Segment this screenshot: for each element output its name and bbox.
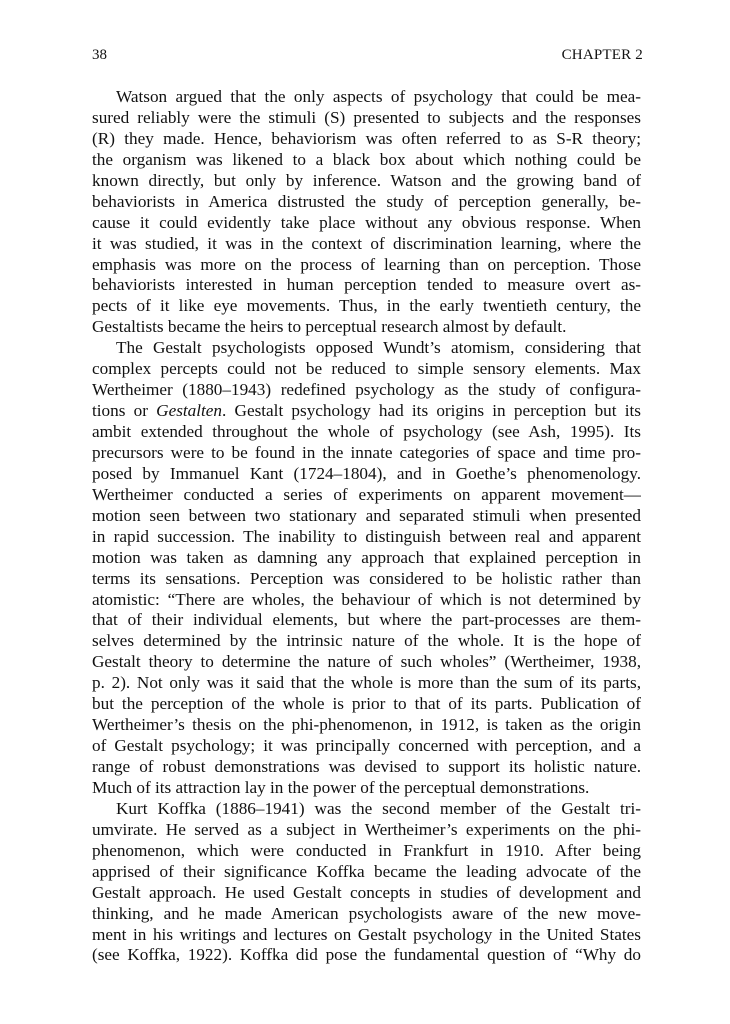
text-line: Wertheimer conducted a series of experiments on apparent movement—	[92, 484, 641, 504]
text-line-with-italic	[92, 401, 641, 422]
text-line: behaviorists interested in human perception tended to measure overt as-	[92, 275, 641, 295]
text-line: known directly, but only by inference. Watson and the growing band of	[92, 170, 641, 190]
text-line: pects of it like eye movements. Thus, in the early twentieth century, the	[92, 296, 641, 316]
text-line: it was studied, it was in the context of discrimination learning, where the	[92, 233, 641, 253]
text-line: Much of its attraction lay in the power of the perceptual demonstrations.	[92, 777, 590, 797]
text-line: the organism was likened to a black box about which nothing could be	[92, 149, 641, 169]
text-line: Wertheimer (1880–1943) redefined psychology as the study of configura-	[92, 380, 641, 400]
text-line: The Gestalt psychologists opposed Wundt’s atomism, considering that	[116, 338, 641, 358]
running-head: CHAPTER 2	[561, 47, 643, 63]
text-line: of Gestalt psychology; it was principally concerned with perception, and a	[92, 736, 641, 756]
text-line: (see Koffka, 1922). Koffka did pose the fundamental question of “Why do	[92, 945, 641, 965]
text-line: Watson argued that the only aspects of psychology that could be mea-	[116, 87, 641, 106]
text-line: range of robust demonstrations was devised to support its holistic nature.	[92, 757, 641, 776]
text-line: motion seen between two stationary and separated stimuli when presented	[92, 505, 641, 525]
text-line: but the perception of the whole is prior to that of its parts. Publication of	[92, 694, 641, 714]
body-text	[92, 87, 641, 966]
text-segment: tions or	[92, 401, 157, 421]
text-line: Wertheimer’s thesis on the phi-phenomenon, in 1912, is taken as the origin	[92, 715, 641, 735]
text-line: atomistic: “There are wholes, the behaviour of which is not determined by	[92, 589, 641, 609]
text-line: posed by Immanuel Kant (1724–1804), and in Goethe’s phenomenology.	[92, 463, 641, 483]
text-line: cause it could evidently take place without any obvious response. When	[92, 212, 641, 232]
page-header	[92, 47, 643, 69]
text-segment: . Gestalt psychology had its origins in perception but its	[222, 401, 641, 421]
text-line: in rapid succession. The inability to distinguish between real and apparent	[92, 526, 641, 546]
text-line: umvirate. He served as a subject in Wertheimer’s experiments on the phi-	[92, 819, 641, 839]
text-line: ment in his writings and lectures on Gestalt psychology in the United States	[92, 924, 641, 944]
page-number: 38	[92, 47, 107, 63]
text-line: (R) they made. Hence, behaviorism was often referred to as S-R theory;	[92, 128, 641, 148]
text-line: selves determined by the intrinsic nature of the whole. It is the hope of	[92, 631, 641, 651]
text-line: phenomenon, which were conducted in Frankfurt in 1910. After being	[92, 840, 641, 860]
text-line: Kurt Koffka (1886–1941) was the second member of the Gestalt tri-	[116, 798, 641, 818]
italic-term: Gestalten	[156, 401, 223, 421]
text-line: sured reliably were the stimuli (S) presented to subjects and the responses	[92, 107, 641, 127]
text-line: that of their individual elements, but where the part-processes are them-	[92, 610, 641, 630]
text-line: behaviorists in America distrusted the study of perception generally, be-	[92, 191, 641, 211]
text-line: Gestalt theory to determine the nature of such wholes” (Wertheimer, 1938,	[92, 652, 641, 672]
text-line: apprised of their significance Koffka became the leading advocate of the	[92, 861, 641, 881]
text-line: thinking, and he made American psychologists aware of the new move-	[92, 903, 641, 923]
text-line: p. 2). Not only was it said that the whole is more than the sum of its parts,	[92, 673, 641, 693]
text-line: precursors were to be found in the innate categories of space and time pro-	[92, 442, 641, 462]
text-line: ambit extended throughout the whole of psychology (see Ash, 1995). Its	[92, 422, 641, 441]
text-line: motion was taken as damning any approach that explained perception in	[92, 547, 641, 567]
text-line: terms its sensations. Perception was considered to be holistic rather than	[92, 568, 641, 588]
text-line: complex percepts could not be reduced to simple sensory elements. Max	[92, 359, 641, 379]
text-line: emphasis was more on the process of learning than on perception. Those	[92, 254, 641, 274]
text-line: Gestalt approach. He used Gestalt concepts in studies of development and	[92, 882, 641, 902]
text-line: Gestaltists became the heirs to perceptual research almost by default.	[92, 317, 567, 337]
